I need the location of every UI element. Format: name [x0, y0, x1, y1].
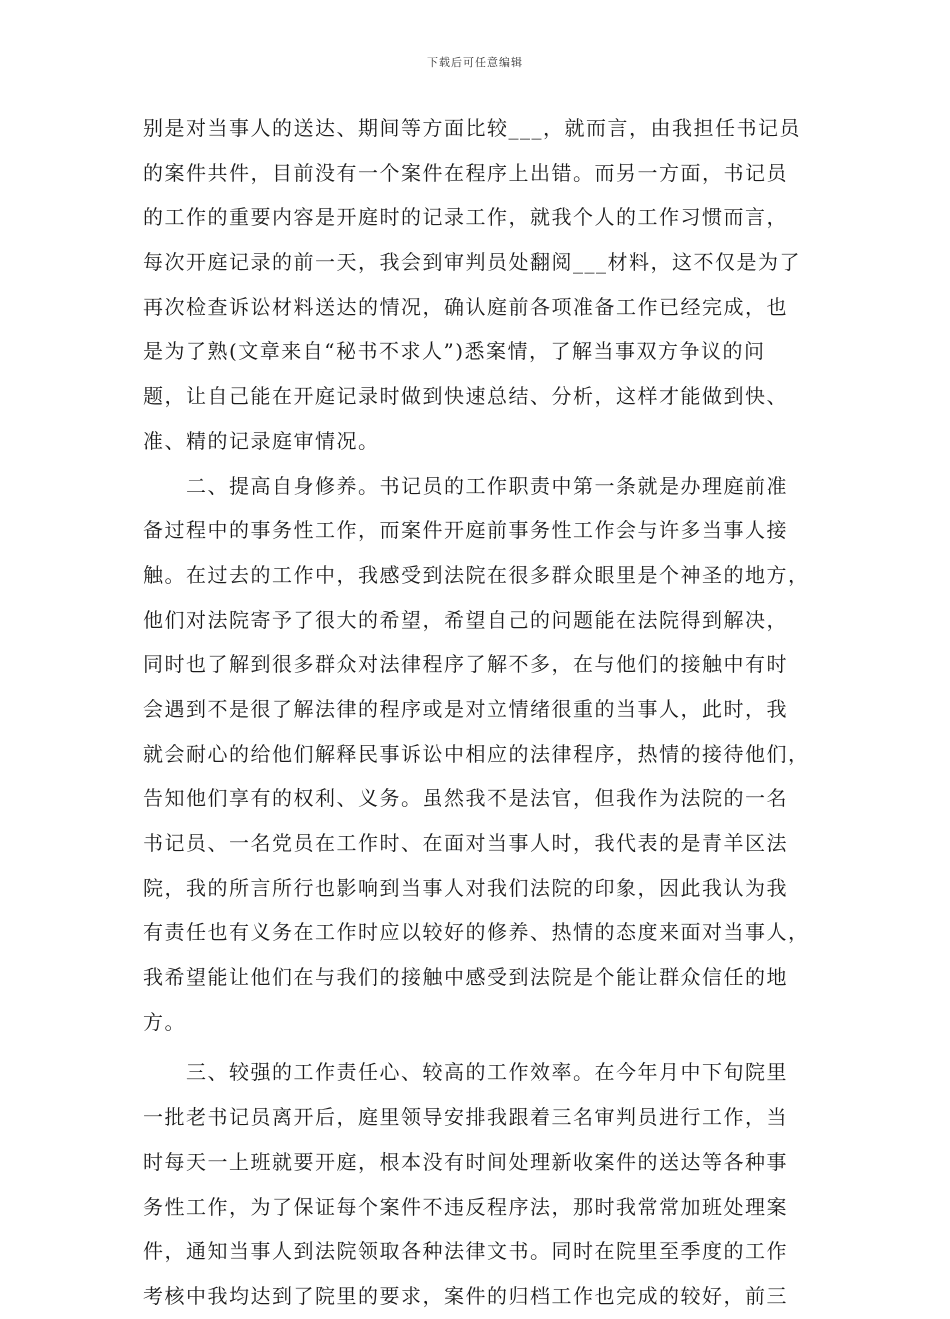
text-line: 的工作的重要内容是开庭时的记录工作，就我个人的工作习惯而言， — [143, 205, 788, 230]
text-line: 准、精的记录庭审情况。 — [143, 428, 380, 453]
text-line: 院，我的所言所行也影响到当事人对我们法院的印象，因此我认为我 — [143, 875, 788, 900]
text-line: 告知他们享有的权利、义务。虽然我不是法官，但我作为法院的一名 — [143, 786, 788, 811]
text-line: 触。在过去的工作中，我感受到法院在很多群众眼里是个神圣的地方， — [143, 562, 810, 587]
text-line: 是为了熟(文章来自“秘书不求人”)悉案情，了解当事双方争议的问 — [143, 339, 766, 364]
text-line: 考核中我均达到了院里的要求，案件的归档工作也完成的较好，前三 — [143, 1283, 788, 1308]
text-line: 备过程中的事务性工作，而案件开庭前事务性工作会与许多当事人接 — [143, 518, 788, 543]
text-line: 就会耐心的给他们解释民事诉讼中相应的法律程序，热情的接待他们， — [143, 741, 810, 766]
page-header: 下载后可任意编辑 — [427, 56, 523, 69]
paragraph-2 — [143, 464, 810, 1045]
text-line: 别是对当事人的送达、期间等方面比较___，就而言，由我担任书记员 — [143, 116, 801, 140]
text-line: 件，通知当事人到法院领取各种法律文书。同时在院里至季度的工作 — [143, 1239, 788, 1264]
text-line: 再次检查诉讼材料送达的情况，确认庭前各项准备工作已经完成，也 — [143, 294, 788, 319]
text-line: 三、较强的工作责任心、较高的工作效率。在今年月中下旬院里 — [143, 1060, 788, 1085]
text-line: 方。 — [143, 1009, 186, 1034]
paragraph-1 — [143, 106, 807, 464]
text-line: 他们对法院寄予了很大的希望，希望自己的问题能在法院得到解决， — [143, 607, 788, 632]
text-line: 一批老书记员离开后，庭里领导安排我跟着三名审判员进行工作，当 — [143, 1105, 788, 1130]
text-line: 二、提高自身修养。书记员的工作职责中第一条就是办理庭前准 — [143, 473, 788, 498]
text-line: 我希望能让他们在与我们的接触中感受到法院是个能让群众信任的地 — [143, 965, 788, 990]
paragraph-3 — [143, 1050, 807, 1318]
text-line: 书记员、一名党员在工作时、在面对当事人时，我代表的是青羊区法 — [143, 831, 788, 855]
text-line: 有责任也有义务在工作时应以较好的修养、热情的态度来面对当事人， — [143, 920, 810, 945]
text-line: 题，让自己能在开庭记录时做到快速总结、分析，这样才能做到快、 — [143, 384, 788, 409]
text-line: 每次开庭记录的前一天，我会到审判员处翻阅___材料，这不仅是为了 — [143, 250, 801, 275]
text-line: 会遇到不是很了解法律的程序或是对立情绪很重的当事人，此时，我 — [143, 696, 788, 721]
text-line: 时每天一上班就要开庭，根本没有时间处理新收案件的送达等各种事 — [143, 1149, 788, 1174]
text-line: 同时也了解到很多群众对法律程序了解不多，在与他们的接触中有时 — [143, 652, 788, 677]
text-line: 的案件共件，目前没有一个案件在程序上出错。而另一方面，书记员 — [143, 160, 788, 185]
document-body — [143, 106, 810, 1319]
text-line: 务性工作，为了保证每个案件不违反程序法，那时我常常加班处理案 — [143, 1194, 788, 1219]
